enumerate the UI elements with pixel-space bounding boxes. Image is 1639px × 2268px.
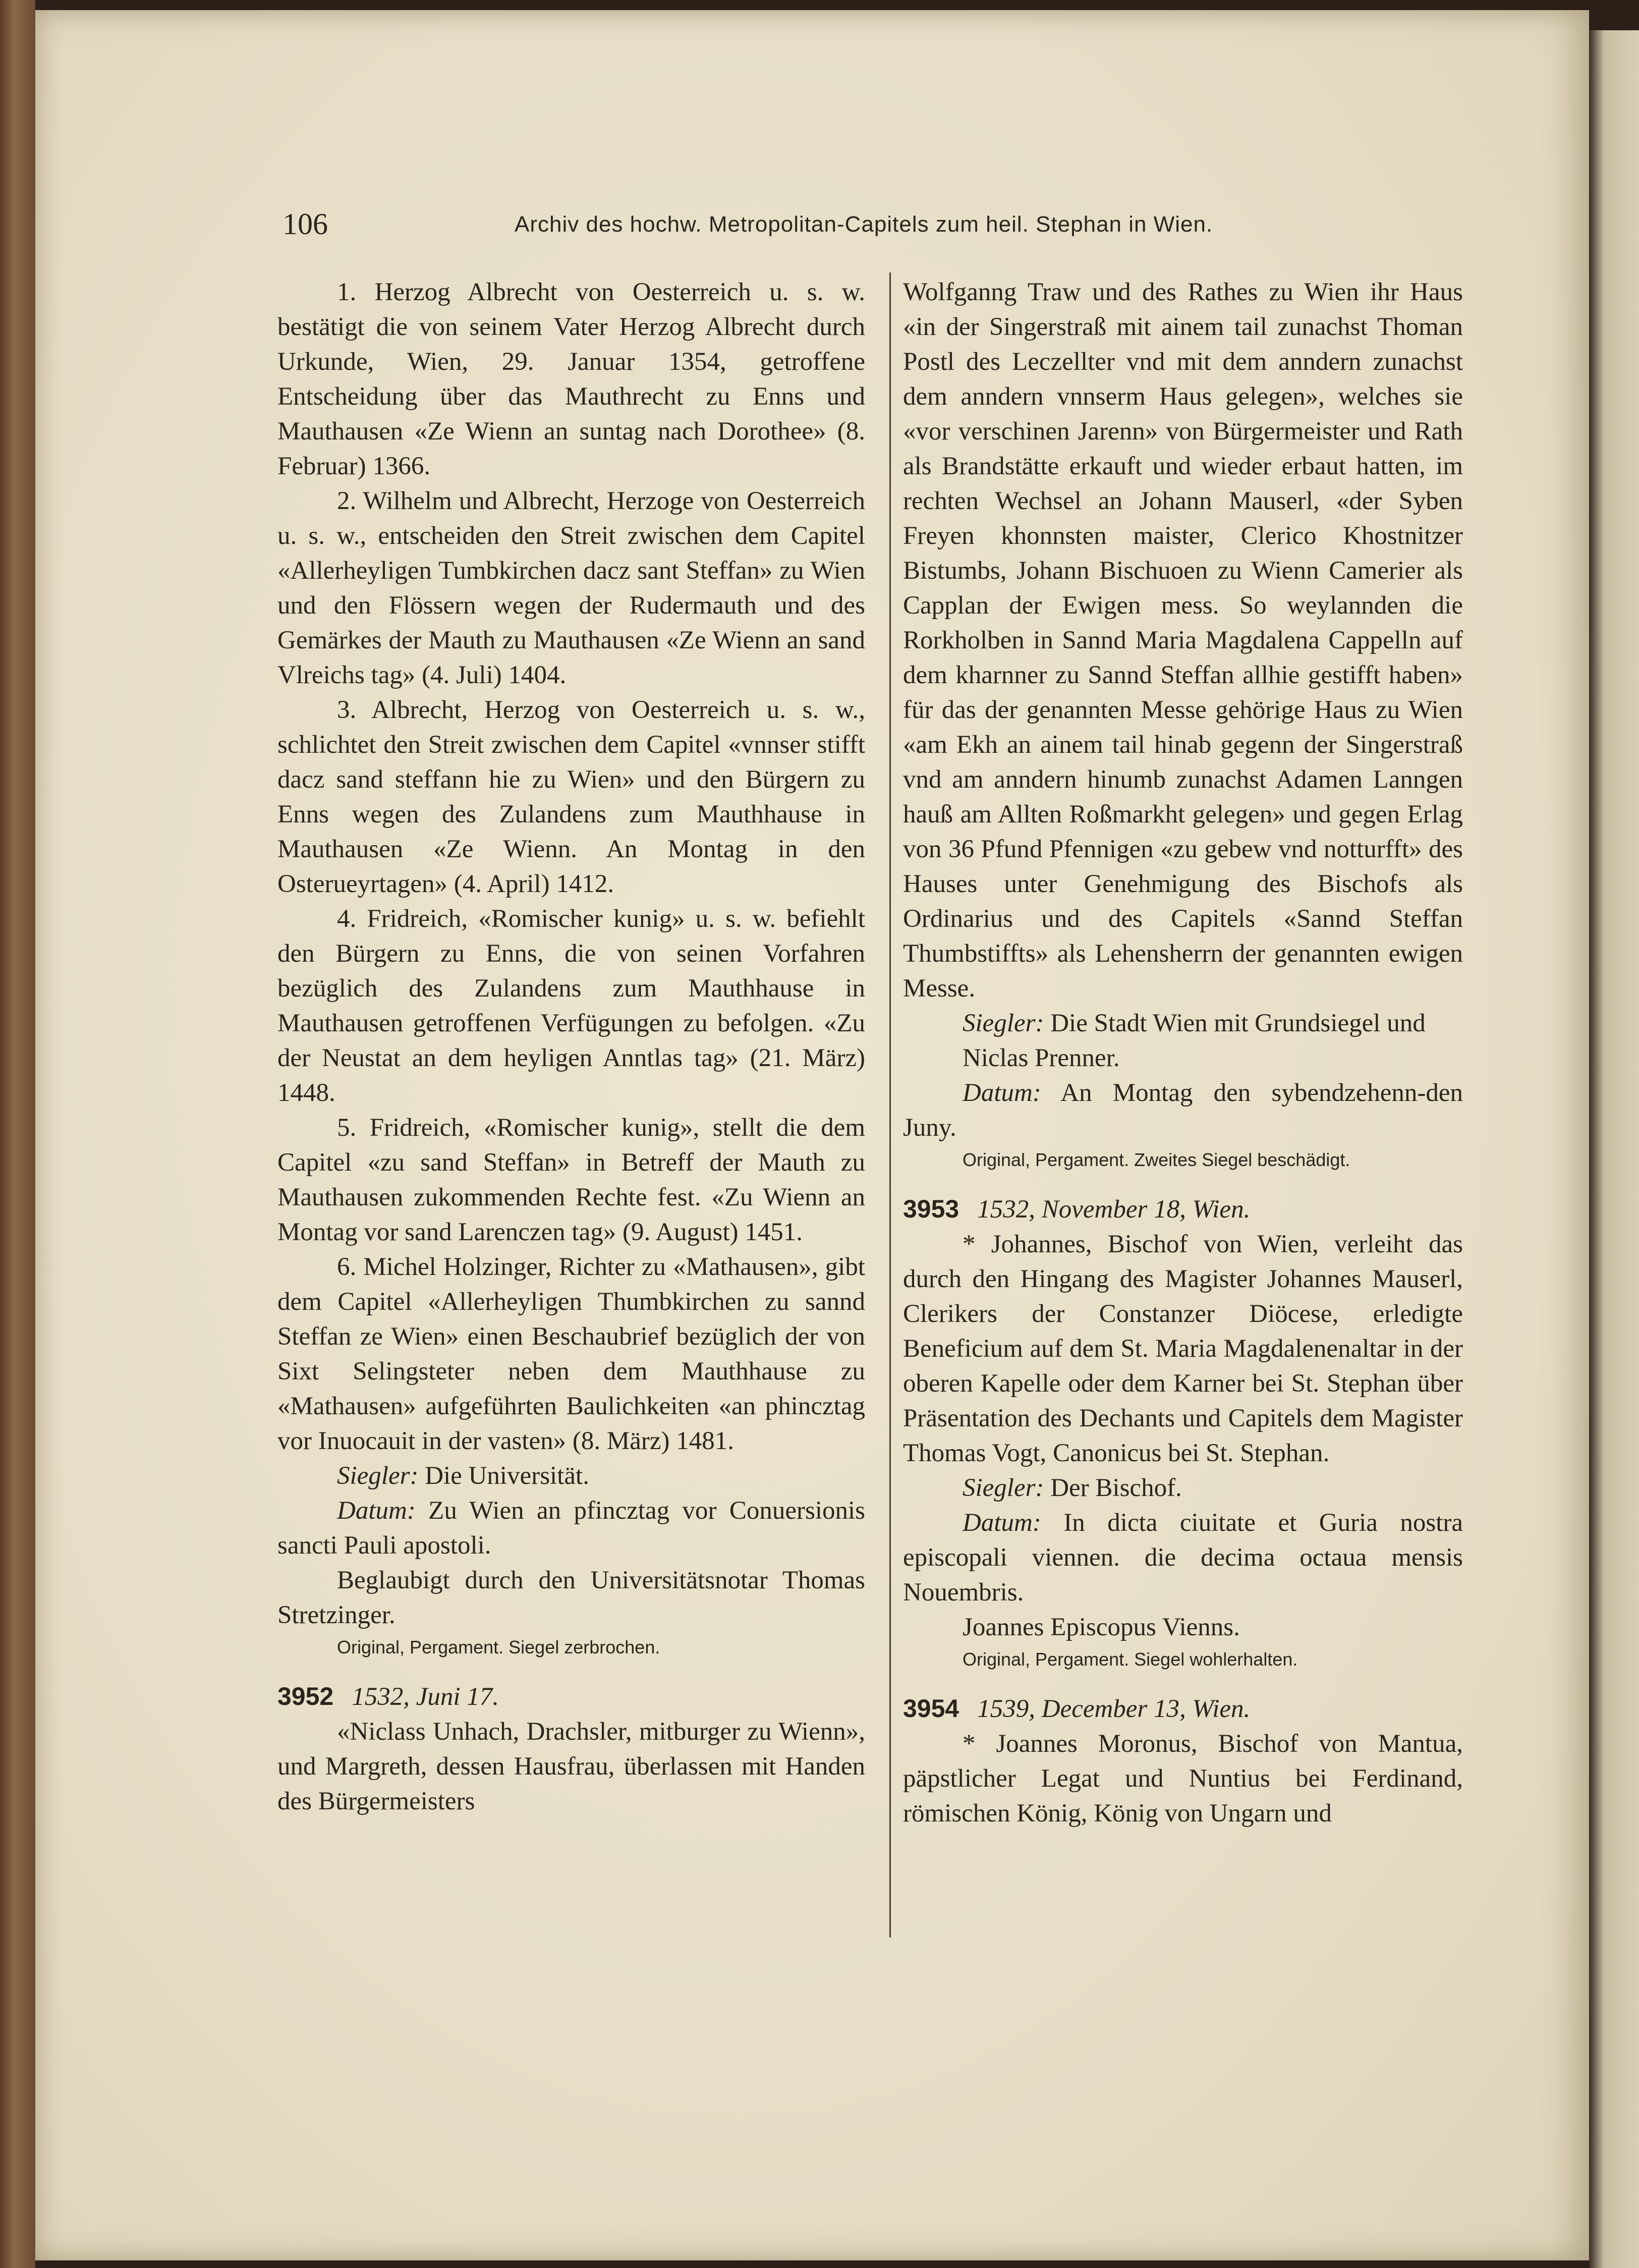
datum-value: Zu Wien an pfincztag vor Conuersionis sancti Pauli apostoli. <box>277 1497 866 1560</box>
siegler-value: Die Stadt Wien mit Grundsiegel und Niclas Prenner. <box>963 1009 1426 1072</box>
page-number: 106 <box>282 207 328 241</box>
entry-3953 <box>903 1192 1463 1674</box>
siegler-line <box>903 1471 1463 1506</box>
siegler-line <box>903 1006 1463 1076</box>
siegler-label: Siegler: <box>963 1474 1044 1502</box>
page-header <box>35 207 1589 247</box>
paragraph-3: 3. Albrecht, Herzog von Oesterreich u. s. w., schlichtet den Streit zwischen dem Capitel «vnnser stifft dacz sand steffann hie zu Wien» und den Bürgern zu Enns wegen des Zulandens zum Mauthhause in Mauthausen «Ze Wienn. An Montag in den Osterueyrtagen» (4. April) 1412. <box>277 696 865 898</box>
running-head: Archiv des hochw. Metropolitan-Capitels zum heil. Stephan in Wien. <box>515 212 1213 237</box>
adjacent-page-edge <box>1589 30 1639 2268</box>
datum-label: Datum: <box>963 1079 1041 1107</box>
paragraph-1: 1. Herzog Albrecht von Oesterreich u. s. w. bestätigt die von seinem Vater Herzog Albrecht durch Urkunde, Wien, 29. Januar 1354, getroffene Entscheidung über das Mauthrecht zu Enns und Mauthausen «Ze Wienn an suntag nach Dorothee» (8. Februar) 1366. <box>277 278 865 480</box>
siegler-value: Die Universität. <box>425 1462 589 1490</box>
entry-date: 1532, Juni 17. <box>352 1683 499 1711</box>
entry-3954-text: * Joannes Moronus, Bischof von Mantua, päpstlicher Legat und Nuntius bei Ferdinand, römischen König, König von Ungarn und <box>903 1730 1463 1828</box>
book-binding <box>0 0 35 2268</box>
column-divider <box>889 272 891 1938</box>
paragraph-2: 2. Wilhelm und Albrecht, Herzoge von Oesterreich u. s. w., entscheiden den Streit zwischen dem Capitel «Allerheyligen Tumbkirchen dacz sant Steffan» zu Wien und den Flössern wegen der Rudermauth und des Gemärkes der Mauth zu Mauthausen «Ze Wienn an sand Vlreichs tag» (4. Juli) 1404. <box>277 487 865 689</box>
right-column <box>903 275 1463 1831</box>
entry-3953-heading <box>903 1192 1463 1227</box>
datum-line <box>903 1506 1463 1610</box>
siegler-line <box>277 1459 865 1493</box>
siegler-label: Siegler: <box>963 1009 1044 1037</box>
entry-3952-text: «Niclass Unhach, Drachsler, mitburger zu Wienn», und Margreth, dessen Hausfrau, überlassen mit Handen des Bürgermeisters <box>277 1718 865 1815</box>
entry-3954 <box>903 1691 1463 1831</box>
entry-number: 3953 <box>903 1195 959 1223</box>
continued-text: Wolfganng Traw und des Rathes zu Wien ihr Haus «in der Singerstraß mit ainem tail zunachst Thoman Postl des Leczellter vnd mit dem anndern zunachst dem anndern vnnserm Haus gelegen», welches sie «vor verschinen Jarenn» von Bürgermeister und Rath als Brandstätte erkauft und wieder erbaut hatten, im rechten Wechsel an Johann Mauserl, «der Syben Freyen khonnsten maister, Clerico Khostnitzer Bistumbs, Johann Bischuoen zu Wienn Camerier als Capplan der Ewigen mess. So weylannden die Rorkholben in Sannd Maria Magdalena Cappelln auf dem kharnner zu Sannd Steffan allhie gestifft haben» für das der genannten Messe gehörige Haus zu Wien «am Ekh an ainem tail hinab gegenn der Singerstraß vnd am anndern hinumb zunachst Adamen Lanngen hauß am Allten Roßmarkht gelegen» und gegen Erlag von 36 Pfund Pfennigen «zu gebew vnd notturfft» des Hauses unter Genehmigung des Bischofs als Ordinarius und des Capitels «Sannd Steffan Thumbstiffts» als Lehensherrn der genannten ewigen Messe. <box>903 278 1463 1003</box>
entry-date: 1539, December 13, Wien. <box>977 1695 1251 1723</box>
archival-note: Original, Pergament. Zweites Siegel beschädigt. <box>963 1149 1350 1170</box>
datum-value: In dicta ciuitate et Guria nostra episcopali viennen. die decima octaua mensis Nouembris. <box>903 1509 1463 1607</box>
siegler-label: Siegler: <box>337 1462 419 1490</box>
datum-line <box>903 1076 1463 1145</box>
datum-line <box>277 1493 865 1563</box>
beglaubigt-line: Beglaubigt durch den Universitätsnotar Thomas Stretzinger. <box>277 1566 865 1629</box>
left-column <box>277 275 865 1819</box>
datum-label: Datum: <box>337 1497 416 1525</box>
datum-label: Datum: <box>963 1509 1041 1537</box>
datum-value: An Montag den sybendzehenn-den Juny. <box>903 1079 1463 1142</box>
entry-3953-text: * Johannes, Bischof von Wien, verleiht das durch den Hingang des Magister Johannes Mauserl, Clerikers der Constanzer Diöcese, erledigte Beneficium auf dem St. Maria Magdalenenaltar in der oberen Kapelle oder dem Karner bei St. Stephan über Präsentation des Dechants und Capitels dem Magister Thomas Vogt, Canonicus bei St. Stephan. <box>903 1230 1463 1467</box>
entry-3952-heading <box>277 1679 865 1714</box>
entry-number: 3954 <box>903 1694 959 1723</box>
signature-line: Joannes Episcopus Vienns. <box>963 1613 1240 1641</box>
entry-date: 1532, November 18, Wien. <box>977 1195 1251 1224</box>
entry-3954-heading <box>903 1691 1463 1727</box>
paragraph-4: 4. Fridreich, «Romischer kunig» u. s. w. befiehlt den Bürgern zu Enns, die von seinen Vorfahren bezüglich des Zulandens zum Mauthhause in Mauthausen getroffenen Verfügungen zu befolgen. «Zu der Neustat an dem heyligen Anntlas tag» (21. März) 1448. <box>277 905 865 1107</box>
archival-note: Original, Pergament. Siegel zerbrochen. <box>337 1637 660 1657</box>
paragraph-6: 6. Michel Holzinger, Richter zu «Mathausen», gibt dem Capitel «Allerheyligen Thumbkirchen zu sannd Steffan ze Wien» einen Beschaubrief bezüglich der von Sixt Selingsteter neben dem Mauthhause zu «Mathausen» aufgeführten Baulichkeiten «an phincztag vor Inuocauit in der vasten» (8. März) 1481. <box>277 1253 865 1455</box>
archival-note: Original, Pergament. Siegel wohlerhalten. <box>963 1649 1298 1670</box>
paragraph-5: 5. Fridreich, «Romischer kunig», stellt die dem Capitel «zu sand Steffan» in Betreff der Mauth zu Mauthausen zukommenden Rechte fest. «Zu Wienn an Montag vor sand Larenczen tag» (9. August) 1451. <box>277 1114 865 1246</box>
entry-number: 3952 <box>277 1682 334 1710</box>
siegler-value: Der Bischof. <box>1050 1474 1182 1502</box>
entry-3952 <box>277 1679 865 1819</box>
book-page <box>35 10 1589 2260</box>
